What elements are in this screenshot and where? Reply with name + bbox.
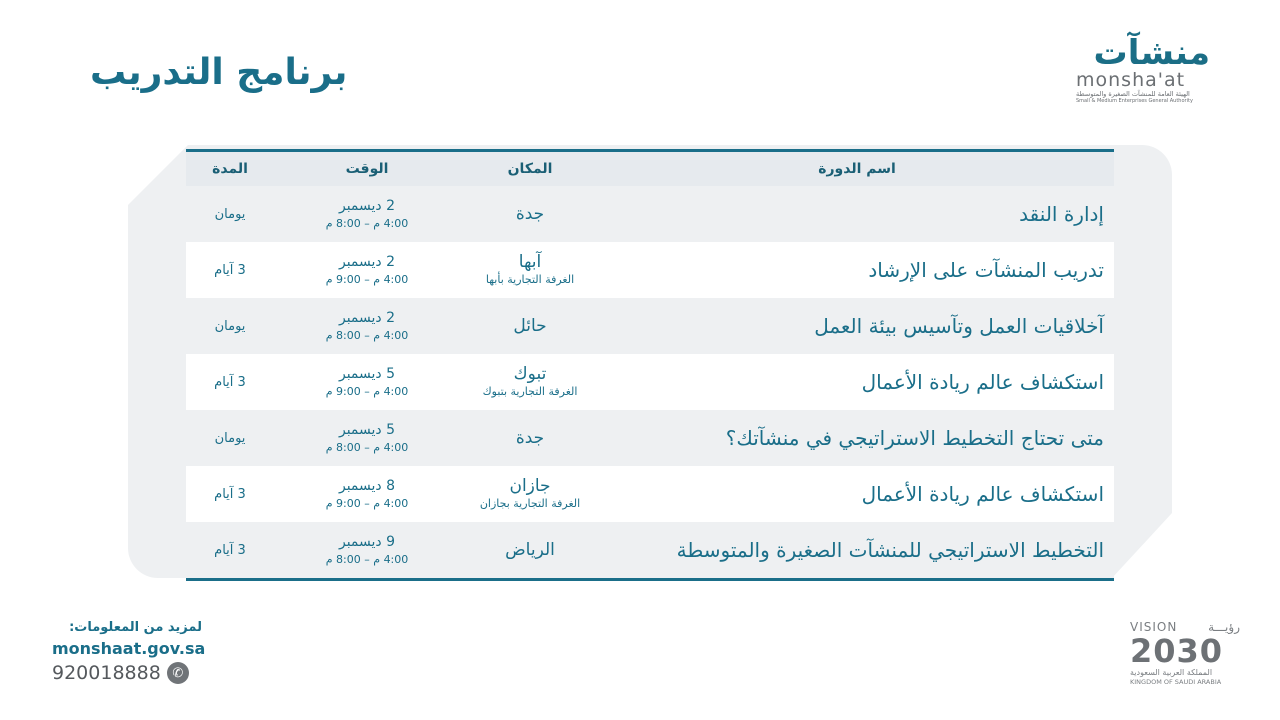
- place-name: جازان: [509, 476, 551, 496]
- course-cell: [600, 466, 1114, 522]
- course-cell: [600, 522, 1114, 578]
- course-date: 8 ديسمبر: [338, 478, 396, 494]
- time-cell: [274, 186, 460, 242]
- course-cell: [600, 186, 1114, 242]
- course-cell: [600, 354, 1114, 410]
- table-row: [186, 354, 1114, 410]
- course-duration: يومان: [214, 430, 246, 446]
- place-cell: [460, 354, 600, 410]
- logo-english-text: monsha'at: [1076, 69, 1186, 91]
- course-hours: 4:00 م – 8:00 م: [325, 441, 409, 454]
- contact-label: لمزيد من المعلومات:: [69, 620, 202, 635]
- header-duration: المدة: [212, 161, 248, 177]
- course-name: إدارة النقد: [1019, 202, 1104, 226]
- place-venue: الغرفة التجارية بأبها: [485, 273, 575, 286]
- logo-subtitle-en: Small & Medium Enterprises General Authority: [1076, 98, 1193, 104]
- header-place: المكان: [507, 161, 553, 177]
- table-row: [186, 522, 1114, 578]
- place-name: الرياض: [505, 540, 555, 560]
- course-name: تدريب المنشآت على الإرشاد: [868, 258, 1104, 282]
- course-hours: 4:00 م – 9:00 م: [325, 385, 409, 398]
- course-cell: [600, 242, 1114, 298]
- course-name: التخطيط الاستراتيجي للمنشآت الصغيرة والمتوسطة: [676, 538, 1104, 562]
- duration-cell: [186, 186, 274, 242]
- logo-arabic-text: منشآت: [1093, 33, 1210, 73]
- website-link[interactable]: monshaat.gov.sa: [52, 639, 206, 658]
- course-duration: يومان: [214, 318, 246, 334]
- vision-2030-logo: [1130, 620, 1240, 700]
- course-hours: 4:00 م – 9:00 م: [325, 273, 409, 286]
- duration-cell: [186, 466, 274, 522]
- duration-cell: [186, 410, 274, 466]
- phone-number: 920018888: [52, 662, 161, 684]
- course-hours: 4:00 م – 8:00 م: [325, 329, 409, 342]
- phone-icon: ✆: [167, 662, 189, 684]
- place-cell: [460, 466, 600, 522]
- table-row: [186, 466, 1114, 522]
- vision-country-ar: المملكة العربية السعودية: [1130, 668, 1213, 677]
- place-name: حائل: [513, 316, 547, 336]
- header-time: الوقت: [345, 161, 389, 177]
- course-duration: 3 آيام: [214, 374, 246, 390]
- page-title: برنامج التدريب: [90, 52, 348, 93]
- course-date: 9 ديسمبر: [338, 534, 396, 550]
- vision-country-en: KINGDOM OF SAUDI ARABIA: [1130, 678, 1222, 686]
- header-course: اسم الدورة: [818, 161, 896, 177]
- logo-subtitle-ar: الهيئة العامة للمنشآت الصغيرة والمتوسطة: [1076, 90, 1190, 98]
- place-cell: [460, 410, 600, 466]
- training-schedule-table: [186, 149, 1114, 581]
- course-hours: 4:00 م – 8:00 م: [325, 217, 409, 230]
- vision-year: 2030: [1130, 632, 1224, 670]
- time-cell: [274, 298, 460, 354]
- duration-cell: [186, 522, 274, 578]
- time-cell: [274, 466, 460, 522]
- time-cell: [274, 410, 460, 466]
- contact-info: [52, 620, 206, 684]
- time-cell: [274, 242, 460, 298]
- course-name: استكشاف عالم ريادة الأعمال: [861, 482, 1104, 506]
- place-cell: [460, 298, 600, 354]
- place-name: آبها: [518, 252, 542, 272]
- place-cell: [460, 186, 600, 242]
- course-name: آخلاقيات العمل وتآسيس بيئة العمل: [814, 314, 1104, 338]
- vision-arabic: رؤيـــة: [1208, 620, 1240, 634]
- place-cell: [460, 242, 600, 298]
- course-duration: يومان: [214, 206, 246, 222]
- course-cell: [600, 410, 1114, 466]
- duration-cell: [186, 298, 274, 354]
- table-row: [186, 242, 1114, 298]
- vision-english: VISION: [1130, 620, 1178, 634]
- place-name: جدة: [515, 428, 545, 448]
- monshaat-logo: [1076, 33, 1216, 112]
- duration-cell: [186, 354, 274, 410]
- table-row: [186, 298, 1114, 354]
- course-date: 2 ديسمبر: [338, 310, 396, 326]
- place-name: جدة: [515, 204, 545, 224]
- page-title-container: [90, 52, 350, 93]
- course-name: استكشاف عالم ريادة الأعمال: [861, 370, 1104, 394]
- table-header-row: [186, 152, 1114, 186]
- table-body: [186, 186, 1114, 578]
- course-name: متى تحتاج التخطيط الاستراتيجي في منشآتك؟: [725, 426, 1104, 450]
- course-date: 2 ديسمبر: [338, 254, 396, 270]
- course-date: 5 ديسمبر: [338, 422, 396, 438]
- course-duration: 3 آيام: [214, 262, 246, 278]
- course-cell: [600, 298, 1114, 354]
- phone-number-row: [52, 662, 202, 684]
- table-row: [186, 186, 1114, 242]
- place-venue: الغرفة التجارية بجازان: [479, 497, 581, 510]
- time-cell: [274, 354, 460, 410]
- time-cell: [274, 522, 460, 578]
- course-duration: 3 آيام: [214, 542, 246, 558]
- course-date: 2 ديسمبر: [338, 198, 396, 214]
- place-venue: الغرفة التجارية بتبوك: [482, 385, 578, 398]
- place-cell: [460, 522, 600, 578]
- course-duration: 3 آيام: [214, 486, 246, 502]
- place-name: تبوك: [513, 364, 547, 384]
- table-row: [186, 410, 1114, 466]
- course-date: 5 ديسمبر: [338, 366, 396, 382]
- course-hours: 4:00 م – 9:00 م: [325, 497, 409, 510]
- duration-cell: [186, 242, 274, 298]
- course-hours: 4:00 م – 8:00 م: [325, 553, 409, 566]
